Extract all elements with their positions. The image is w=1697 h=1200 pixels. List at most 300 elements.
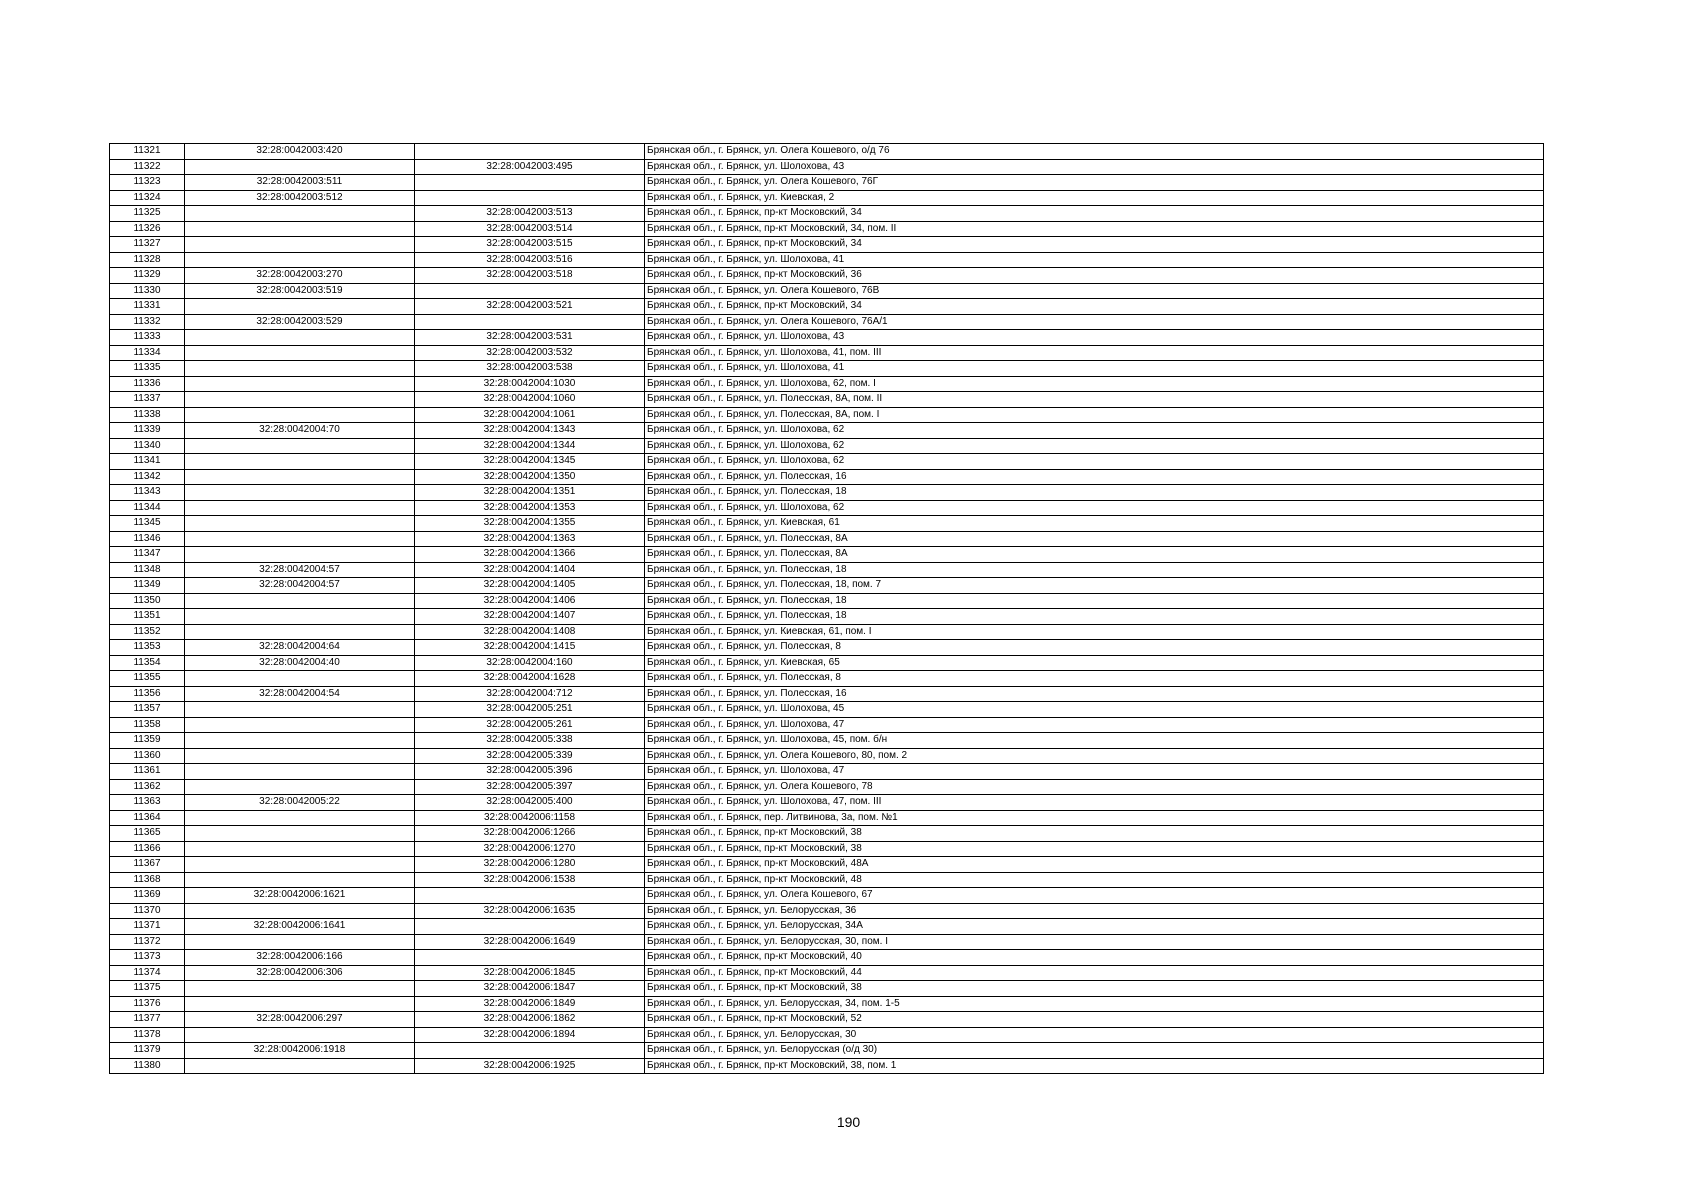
- object-cadastral-number-cell: 32:28:0042006:1158: [415, 810, 645, 826]
- land-cadastral-number-cell: [185, 702, 415, 718]
- object-cadastral-number-cell: 32:28:0042006:1845: [415, 965, 645, 981]
- land-cadastral-number-cell: [185, 516, 415, 532]
- object-cadastral-number-cell: 32:28:0042004:1408: [415, 624, 645, 640]
- table-row: [110, 330, 1544, 346]
- row-number-cell: 11331: [110, 299, 185, 315]
- address-cell: Брянская обл., г. Брянск, ул. Олега Кошевого, 76Г: [645, 175, 1544, 191]
- land-cadastral-number-cell: [185, 547, 415, 563]
- table-row: [110, 516, 1544, 532]
- address-cell: Брянская обл., г. Брянск, ул. Белорусская, 34, пом. 1-5: [645, 996, 1544, 1012]
- table-row: [110, 996, 1544, 1012]
- address-cell: Брянская обл., г. Брянск, ул. Белорусская, 30, пом. I: [645, 934, 1544, 950]
- address-cell: Брянская обл., г. Брянск, ул. Олега Кошевого, о/д 76: [645, 144, 1544, 160]
- table-row: [110, 903, 1544, 919]
- table-row: [110, 671, 1544, 687]
- table-row: [110, 1058, 1544, 1074]
- row-number-cell: 11372: [110, 934, 185, 950]
- land-cadastral-number-cell: 32:28:0042006:1918: [185, 1043, 415, 1059]
- land-cadastral-number-cell: [185, 609, 415, 625]
- address-cell: Брянская обл., г. Брянск, ул. Шолохова, 41, пом. III: [645, 345, 1544, 361]
- row-number-cell: 11350: [110, 593, 185, 609]
- row-number-cell: 11330: [110, 283, 185, 299]
- table-row: [110, 795, 1544, 811]
- row-number-cell: 11338: [110, 407, 185, 423]
- table-row: [110, 221, 1544, 237]
- object-cadastral-number-cell: [415, 888, 645, 904]
- table-row: [110, 237, 1544, 253]
- table-row: [110, 407, 1544, 423]
- object-cadastral-number-cell: 32:28:0042005:397: [415, 779, 645, 795]
- row-number-cell: 11353: [110, 640, 185, 656]
- row-number-cell: 11337: [110, 392, 185, 408]
- table-row: [110, 702, 1544, 718]
- land-cadastral-number-cell: [185, 841, 415, 857]
- table-row: [110, 314, 1544, 330]
- land-cadastral-number-cell: [185, 330, 415, 346]
- land-cadastral-number-cell: 32:28:0042006:297: [185, 1012, 415, 1028]
- object-cadastral-number-cell: 32:28:0042004:1061: [415, 407, 645, 423]
- object-cadastral-number-cell: 32:28:0042004:1628: [415, 671, 645, 687]
- land-cadastral-number-cell: [185, 810, 415, 826]
- table-row: [110, 748, 1544, 764]
- object-cadastral-number-cell: 32:28:0042006:1849: [415, 996, 645, 1012]
- table-row: [110, 423, 1544, 439]
- address-cell: Брянская обл., г. Брянск, ул. Полесская, 8А: [645, 547, 1544, 563]
- table-row: [110, 857, 1544, 873]
- land-cadastral-number-cell: [185, 299, 415, 315]
- land-cadastral-number-cell: [185, 903, 415, 919]
- row-number-cell: 11344: [110, 500, 185, 516]
- address-cell: Брянская обл., г. Брянск, ул. Шолохова, 47: [645, 717, 1544, 733]
- object-cadastral-number-cell: [415, 919, 645, 935]
- table-row: [110, 175, 1544, 191]
- table-row: [110, 392, 1544, 408]
- table-row: [110, 1012, 1544, 1028]
- object-cadastral-number-cell: 32:28:0042005:400: [415, 795, 645, 811]
- land-cadastral-number-cell: [185, 996, 415, 1012]
- table-row: [110, 283, 1544, 299]
- address-cell: Брянская обл., г. Брянск, ул. Полесская, 8А, пом. I: [645, 407, 1544, 423]
- row-number-cell: 11367: [110, 857, 185, 873]
- row-number-cell: 11347: [110, 547, 185, 563]
- land-cadastral-number-cell: [185, 934, 415, 950]
- object-cadastral-number-cell: 32:28:0042005:339: [415, 748, 645, 764]
- row-number-cell: 11363: [110, 795, 185, 811]
- table-row: [110, 779, 1544, 795]
- table-row: [110, 686, 1544, 702]
- row-number-cell: 11357: [110, 702, 185, 718]
- address-cell: Брянская обл., г. Брянск, ул. Белорусская, 36: [645, 903, 1544, 919]
- row-number-cell: 11346: [110, 531, 185, 547]
- table-row: [110, 888, 1544, 904]
- address-cell: Брянская обл., г. Брянск, ул. Белорусская, 30: [645, 1027, 1544, 1043]
- land-cadastral-number-cell: [185, 438, 415, 454]
- object-cadastral-number-cell: [415, 283, 645, 299]
- row-number-cell: 11339: [110, 423, 185, 439]
- table-row: [110, 206, 1544, 222]
- object-cadastral-number-cell: [415, 950, 645, 966]
- object-cadastral-number-cell: 32:28:0042005:338: [415, 733, 645, 749]
- row-number-cell: 11324: [110, 190, 185, 206]
- row-number-cell: 11326: [110, 221, 185, 237]
- table-row: [110, 841, 1544, 857]
- address-cell: Брянская обл., г. Брянск, ул. Шолохова, 47, пом. III: [645, 795, 1544, 811]
- table-row: [110, 810, 1544, 826]
- address-cell: Брянская обл., г. Брянск, ул. Белорусская, 34А: [645, 919, 1544, 935]
- table-body: [110, 144, 1544, 1074]
- object-cadastral-number-cell: 32:28:0042004:1405: [415, 578, 645, 594]
- object-cadastral-number-cell: 32:28:0042004:160: [415, 655, 645, 671]
- land-cadastral-number-cell: [185, 779, 415, 795]
- row-number-cell: 11355: [110, 671, 185, 687]
- land-cadastral-number-cell: 32:28:0042003:519: [185, 283, 415, 299]
- land-cadastral-number-cell: [185, 624, 415, 640]
- object-cadastral-number-cell: [415, 144, 645, 160]
- table-row: [110, 252, 1544, 268]
- page-number: 190: [836, 1114, 861, 1130]
- table-row: [110, 268, 1544, 284]
- land-cadastral-number-cell: [185, 593, 415, 609]
- table-row: [110, 593, 1544, 609]
- address-cell: Брянская обл., г. Брянск, ул. Олега Кошевого, 67: [645, 888, 1544, 904]
- object-cadastral-number-cell: 32:28:0042006:1649: [415, 934, 645, 950]
- address-cell: Брянская обл., г. Брянск, ул. Полесская, 16: [645, 686, 1544, 702]
- row-number-cell: 11340: [110, 438, 185, 454]
- land-cadastral-number-cell: [185, 748, 415, 764]
- object-cadastral-number-cell: 32:28:0042003:518: [415, 268, 645, 284]
- land-cadastral-number-cell: [185, 469, 415, 485]
- row-number-cell: 11370: [110, 903, 185, 919]
- cadastral-table: [109, 143, 1544, 1074]
- address-cell: Брянская обл., г. Брянск, ул. Шолохова, 62: [645, 454, 1544, 470]
- address-cell: Брянская обл., г. Брянск, ул. Полесская, 18: [645, 562, 1544, 578]
- address-cell: Брянская обл., г. Брянск, ул. Полесская, 8А, пом. II: [645, 392, 1544, 408]
- table-row: [110, 531, 1544, 547]
- table-row: [110, 826, 1544, 842]
- land-cadastral-number-cell: 32:28:0042006:166: [185, 950, 415, 966]
- row-number-cell: 11365: [110, 826, 185, 842]
- table-row: [110, 438, 1544, 454]
- row-number-cell: 11371: [110, 919, 185, 935]
- address-cell: Брянская обл., г. Брянск, ул. Шолохова, 41: [645, 252, 1544, 268]
- object-cadastral-number-cell: 32:28:0042006:1862: [415, 1012, 645, 1028]
- table-row: [110, 562, 1544, 578]
- object-cadastral-number-cell: 32:28:0042003:516: [415, 252, 645, 268]
- object-cadastral-number-cell: 32:28:0042004:1353: [415, 500, 645, 516]
- row-number-cell: 11345: [110, 516, 185, 532]
- land-cadastral-number-cell: 32:28:0042004:54: [185, 686, 415, 702]
- row-number-cell: 11325: [110, 206, 185, 222]
- land-cadastral-number-cell: 32:28:0042004:40: [185, 655, 415, 671]
- object-cadastral-number-cell: 32:28:0042004:1407: [415, 609, 645, 625]
- land-cadastral-number-cell: [185, 500, 415, 516]
- address-cell: Брянская обл., г. Брянск, пр-кт Московский, 36: [645, 268, 1544, 284]
- land-cadastral-number-cell: [185, 1027, 415, 1043]
- address-cell: Брянская обл., г. Брянск, пр-кт Московский, 38: [645, 841, 1544, 857]
- land-cadastral-number-cell: [185, 345, 415, 361]
- object-cadastral-number-cell: 32:28:0042003:531: [415, 330, 645, 346]
- row-number-cell: 11349: [110, 578, 185, 594]
- land-cadastral-number-cell: 32:28:0042006:1621: [185, 888, 415, 904]
- row-number-cell: 11322: [110, 159, 185, 175]
- address-cell: Брянская обл., г. Брянск, ул. Киевская, 2: [645, 190, 1544, 206]
- address-cell: Брянская обл., г. Брянск, ул. Олега Кошевого, 76А/1: [645, 314, 1544, 330]
- row-number-cell: 11364: [110, 810, 185, 826]
- address-cell: Брянская обл., г. Брянск, пр-кт Московский, 38: [645, 826, 1544, 842]
- object-cadastral-number-cell: 32:28:0042003:538: [415, 361, 645, 377]
- land-cadastral-number-cell: [185, 392, 415, 408]
- object-cadastral-number-cell: 32:28:0042004:1060: [415, 392, 645, 408]
- address-cell: Брянская обл., г. Брянск, ул. Киевская, 61, пом. I: [645, 624, 1544, 640]
- table-row: [110, 376, 1544, 392]
- address-cell: Брянская обл., г. Брянск, ул. Олега Кошевого, 78: [645, 779, 1544, 795]
- object-cadastral-number-cell: 32:28:0042005:251: [415, 702, 645, 718]
- row-number-cell: 11368: [110, 872, 185, 888]
- address-cell: Брянская обл., г. Брянск, ул. Киевская, 61: [645, 516, 1544, 532]
- address-cell: Брянская обл., г. Брянск, ул. Шолохова, 62: [645, 423, 1544, 439]
- address-cell: Брянская обл., г. Брянск, пер. Литвинова, 3а, пом. №1: [645, 810, 1544, 826]
- table-row: [110, 965, 1544, 981]
- object-cadastral-number-cell: 32:28:0042004:1344: [415, 438, 645, 454]
- object-cadastral-number-cell: 32:28:0042003:532: [415, 345, 645, 361]
- address-cell: Брянская обл., г. Брянск, ул. Олега Кошевого, 80, пом. 2: [645, 748, 1544, 764]
- object-cadastral-number-cell: 32:28:0042005:396: [415, 764, 645, 780]
- row-number-cell: 11380: [110, 1058, 185, 1074]
- row-number-cell: 11378: [110, 1027, 185, 1043]
- address-cell: Брянская обл., г. Брянск, ул. Полесская, 16: [645, 469, 1544, 485]
- table-row: [110, 190, 1544, 206]
- row-number-cell: 11343: [110, 485, 185, 501]
- table-row: [110, 733, 1544, 749]
- land-cadastral-number-cell: 32:28:0042006:306: [185, 965, 415, 981]
- object-cadastral-number-cell: 32:28:0042006:1925: [415, 1058, 645, 1074]
- land-cadastral-number-cell: 32:28:0042003:529: [185, 314, 415, 330]
- address-cell: Брянская обл., г. Брянск, пр-кт Московский, 34: [645, 299, 1544, 315]
- object-cadastral-number-cell: 32:28:0042004:1355: [415, 516, 645, 532]
- table-row: [110, 144, 1544, 160]
- table-row: [110, 981, 1544, 997]
- address-cell: Брянская обл., г. Брянск, пр-кт Московский, 34, пом. II: [645, 221, 1544, 237]
- table-row: [110, 624, 1544, 640]
- address-cell: Брянская обл., г. Брянск, пр-кт Московский, 34: [645, 206, 1544, 222]
- object-cadastral-number-cell: 32:28:0042006:1270: [415, 841, 645, 857]
- land-cadastral-number-cell: 32:28:0042003:512: [185, 190, 415, 206]
- row-number-cell: 11356: [110, 686, 185, 702]
- row-number-cell: 11362: [110, 779, 185, 795]
- object-cadastral-number-cell: 32:28:0042006:1538: [415, 872, 645, 888]
- object-cadastral-number-cell: 32:28:0042003:513: [415, 206, 645, 222]
- address-cell: Брянская обл., г. Брянск, ул. Шолохова, 45, пом. б/н: [645, 733, 1544, 749]
- land-cadastral-number-cell: 32:28:0042003:511: [185, 175, 415, 191]
- address-cell: Брянская обл., г. Брянск, ул. Шолохова, 43: [645, 330, 1544, 346]
- address-cell: Брянская обл., г. Брянск, ул. Шолохова, 41: [645, 361, 1544, 377]
- address-cell: Брянская обл., г. Брянск, ул. Полесская, 18: [645, 609, 1544, 625]
- table-row: [110, 345, 1544, 361]
- land-cadastral-number-cell: [185, 237, 415, 253]
- row-number-cell: 11332: [110, 314, 185, 330]
- address-cell: Брянская обл., г. Брянск, ул. Шолохова, 62: [645, 438, 1544, 454]
- object-cadastral-number-cell: 32:28:0042004:1363: [415, 531, 645, 547]
- land-cadastral-number-cell: [185, 159, 415, 175]
- address-cell: Брянская обл., г. Брянск, пр-кт Московский, 38: [645, 981, 1544, 997]
- table-row: [110, 159, 1544, 175]
- land-cadastral-number-cell: 32:28:0042004:70: [185, 423, 415, 439]
- land-cadastral-number-cell: [185, 717, 415, 733]
- land-cadastral-number-cell: 32:28:0042004:57: [185, 578, 415, 594]
- object-cadastral-number-cell: 32:28:0042004:1404: [415, 562, 645, 578]
- object-cadastral-number-cell: 32:28:0042004:1030: [415, 376, 645, 392]
- address-cell: Брянская обл., г. Брянск, пр-кт Московский, 34: [645, 237, 1544, 253]
- row-number-cell: 11379: [110, 1043, 185, 1059]
- address-cell: Брянская обл., г. Брянск, пр-кт Московский, 48: [645, 872, 1544, 888]
- table-row: [110, 299, 1544, 315]
- table-row: [110, 717, 1544, 733]
- address-cell: Брянская обл., г. Брянск, ул. Шолохова, 45: [645, 702, 1544, 718]
- address-cell: Брянская обл., г. Брянск, ул. Полесская, 8А: [645, 531, 1544, 547]
- address-cell: Брянская обл., г. Брянск, ул. Шолохова, 43: [645, 159, 1544, 175]
- object-cadastral-number-cell: [415, 1043, 645, 1059]
- object-cadastral-number-cell: [415, 314, 645, 330]
- land-cadastral-number-cell: [185, 454, 415, 470]
- row-number-cell: 11321: [110, 144, 185, 160]
- address-cell: Брянская обл., г. Брянск, ул. Шолохова, 47: [645, 764, 1544, 780]
- address-cell: Брянская обл., г. Брянск, ул. Шолохова, 62, пом. I: [645, 376, 1544, 392]
- row-number-cell: 11359: [110, 733, 185, 749]
- row-number-cell: 11352: [110, 624, 185, 640]
- object-cadastral-number-cell: 32:28:0042004:1406: [415, 593, 645, 609]
- table-row: [110, 640, 1544, 656]
- address-cell: Брянская обл., г. Брянск, ул. Белорусская (о/д 30): [645, 1043, 1544, 1059]
- land-cadastral-number-cell: [185, 531, 415, 547]
- table-row: [110, 950, 1544, 966]
- object-cadastral-number-cell: 32:28:0042006:1635: [415, 903, 645, 919]
- table-row: [110, 609, 1544, 625]
- address-cell: Брянская обл., г. Брянск, ул. Шолохова, 62: [645, 500, 1544, 516]
- table-row: [110, 361, 1544, 377]
- address-cell: Брянская обл., г. Брянск, ул. Олега Кошевого, 76В: [645, 283, 1544, 299]
- table-row: [110, 485, 1544, 501]
- land-cadastral-number-cell: 32:28:0042003:270: [185, 268, 415, 284]
- land-cadastral-number-cell: [185, 407, 415, 423]
- land-cadastral-number-cell: [185, 981, 415, 997]
- land-cadastral-number-cell: [185, 485, 415, 501]
- object-cadastral-number-cell: 32:28:0042004:1345: [415, 454, 645, 470]
- address-cell: Брянская обл., г. Брянск, пр-кт Московский, 52: [645, 1012, 1544, 1028]
- object-cadastral-number-cell: 32:28:0042003:515: [415, 237, 645, 253]
- land-cadastral-number-cell: [185, 671, 415, 687]
- object-cadastral-number-cell: 32:28:0042004:1350: [415, 469, 645, 485]
- row-number-cell: 11361: [110, 764, 185, 780]
- row-number-cell: 11328: [110, 252, 185, 268]
- row-number-cell: 11374: [110, 965, 185, 981]
- object-cadastral-number-cell: 32:28:0042003:495: [415, 159, 645, 175]
- row-number-cell: 11333: [110, 330, 185, 346]
- table-row: [110, 500, 1544, 516]
- address-cell: Брянская обл., г. Брянск, пр-кт Московский, 44: [645, 965, 1544, 981]
- address-cell: Брянская обл., г. Брянск, ул. Полесская, 18: [645, 485, 1544, 501]
- row-number-cell: 11329: [110, 268, 185, 284]
- land-cadastral-number-cell: [185, 857, 415, 873]
- table-row: [110, 919, 1544, 935]
- row-number-cell: 11327: [110, 237, 185, 253]
- object-cadastral-number-cell: 32:28:0042004:1415: [415, 640, 645, 656]
- row-number-cell: 11354: [110, 655, 185, 671]
- address-cell: Брянская обл., г. Брянск, ул. Полесская, 8: [645, 671, 1544, 687]
- table-row: [110, 469, 1544, 485]
- object-cadastral-number-cell: 32:28:0042003:514: [415, 221, 645, 237]
- object-cadastral-number-cell: 32:28:0042006:1847: [415, 981, 645, 997]
- table-row: [110, 934, 1544, 950]
- land-cadastral-number-cell: 32:28:0042004:64: [185, 640, 415, 656]
- object-cadastral-number-cell: 32:28:0042004:1343: [415, 423, 645, 439]
- row-number-cell: 11366: [110, 841, 185, 857]
- row-number-cell: 11342: [110, 469, 185, 485]
- row-number-cell: 11336: [110, 376, 185, 392]
- object-cadastral-number-cell: 32:28:0042005:261: [415, 717, 645, 733]
- address-cell: Брянская обл., г. Брянск, пр-кт Московский, 38, пом. 1: [645, 1058, 1544, 1074]
- object-cadastral-number-cell: 32:28:0042004:1351: [415, 485, 645, 501]
- object-cadastral-number-cell: [415, 175, 645, 191]
- row-number-cell: 11335: [110, 361, 185, 377]
- row-number-cell: 11341: [110, 454, 185, 470]
- row-number-cell: 11360: [110, 748, 185, 764]
- table-row: [110, 1043, 1544, 1059]
- land-cadastral-number-cell: 32:28:0042006:1641: [185, 919, 415, 935]
- land-cadastral-number-cell: [185, 376, 415, 392]
- object-cadastral-number-cell: 32:28:0042006:1280: [415, 857, 645, 873]
- object-cadastral-number-cell: 32:28:0042004:1366: [415, 547, 645, 563]
- row-number-cell: 11375: [110, 981, 185, 997]
- table-row: [110, 1027, 1544, 1043]
- row-number-cell: 11323: [110, 175, 185, 191]
- object-cadastral-number-cell: 32:28:0042004:712: [415, 686, 645, 702]
- object-cadastral-number-cell: 32:28:0042006:1266: [415, 826, 645, 842]
- land-cadastral-number-cell: [185, 252, 415, 268]
- land-cadastral-number-cell: [185, 826, 415, 842]
- land-cadastral-number-cell: 32:28:0042005:22: [185, 795, 415, 811]
- object-cadastral-number-cell: 32:28:0042006:1894: [415, 1027, 645, 1043]
- table-row: [110, 655, 1544, 671]
- address-cell: Брянская обл., г. Брянск, пр-кт Московский, 48А: [645, 857, 1544, 873]
- land-cadastral-number-cell: 32:28:0042004:57: [185, 562, 415, 578]
- row-number-cell: 11373: [110, 950, 185, 966]
- table-row: [110, 578, 1544, 594]
- table-row: [110, 454, 1544, 470]
- address-cell: Брянская обл., г. Брянск, ул. Полесская, 18, пом. 7: [645, 578, 1544, 594]
- table-row: [110, 547, 1544, 563]
- land-cadastral-number-cell: 32:28:0042003:420: [185, 144, 415, 160]
- land-cadastral-number-cell: [185, 872, 415, 888]
- row-number-cell: 11348: [110, 562, 185, 578]
- object-cadastral-number-cell: 32:28:0042003:521: [415, 299, 645, 315]
- land-cadastral-number-cell: [185, 1058, 415, 1074]
- address-cell: Брянская обл., г. Брянск, ул. Полесская, 18: [645, 593, 1544, 609]
- row-number-cell: 11377: [110, 1012, 185, 1028]
- table-row: [110, 764, 1544, 780]
- land-cadastral-number-cell: [185, 361, 415, 377]
- address-cell: Брянская обл., г. Брянск, пр-кт Московский, 40: [645, 950, 1544, 966]
- row-number-cell: 11334: [110, 345, 185, 361]
- address-cell: Брянская обл., г. Брянск, ул. Киевская, 65: [645, 655, 1544, 671]
- land-cadastral-number-cell: [185, 733, 415, 749]
- address-cell: Брянская обл., г. Брянск, ул. Полесская, 8: [645, 640, 1544, 656]
- land-cadastral-number-cell: [185, 221, 415, 237]
- row-number-cell: 11358: [110, 717, 185, 733]
- row-number-cell: 11351: [110, 609, 185, 625]
- row-number-cell: 11369: [110, 888, 185, 904]
- land-cadastral-number-cell: [185, 206, 415, 222]
- row-number-cell: 11376: [110, 996, 185, 1012]
